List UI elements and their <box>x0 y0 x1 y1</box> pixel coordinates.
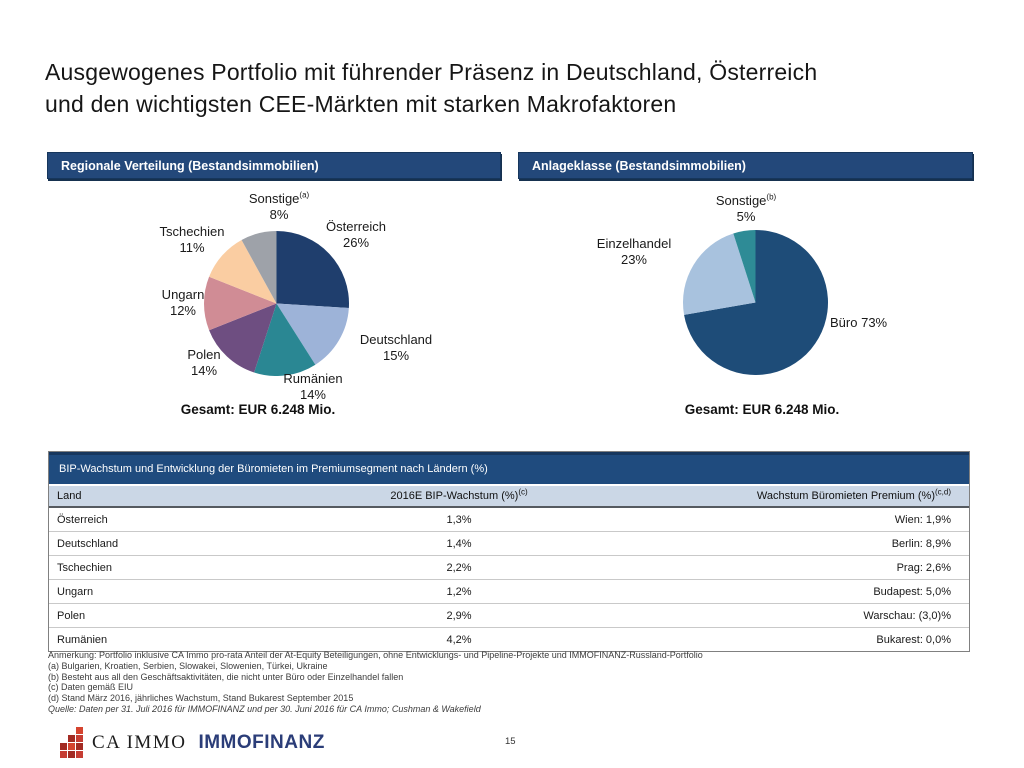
table-cell: Berlin: 8,9% <box>891 537 951 550</box>
footer <box>60 727 325 758</box>
footnote-marker-a: (a) <box>299 190 310 200</box>
footnote-line: Anmerkung: Portfolio inklusive CA Immo pro-rata Anteil der At-Equity Beteiligungen, ohne Entwicklungs- und Pipeline-Projekte und IMMOFINANZ-Russland-Portfolio <box>48 650 703 660</box>
footnote-marker-b: (b) <box>766 192 777 202</box>
pie1-label-tschechien: Tschechien 11% <box>159 224 225 255</box>
table-row <box>49 556 969 580</box>
table-cell: 1,4% <box>446 537 472 550</box>
table-cell: 2,2% <box>446 561 472 574</box>
pie2-label-buero: Büro 73% <box>830 315 888 330</box>
table-cell: 4,2% <box>446 633 472 646</box>
source-line: Quelle: Daten per 31. Juli 2016 für IMMOFINANZ und per 30. Juni 2016 für CA Immo; Cushman & Wakefield <box>48 703 481 714</box>
table-title-band: BIP-Wachstum und Entwicklung der Büromieten im Premiumsegment nach Ländern (%) <box>49 452 969 486</box>
bip-wachstum-table <box>48 451 970 652</box>
table-cell: Ungarn <box>57 585 94 598</box>
table-cell: Rumänien <box>57 633 108 646</box>
column-header: Land <box>57 490 82 502</box>
pie1-label-sonstige: Sonstige$^{(a)}$ 8% <box>248 190 310 222</box>
table-cell: Prag: 2,6% <box>896 561 951 574</box>
ca-immo-wordmark: CA IMMO <box>92 731 187 753</box>
footnote-line: (a) Bulgarien, Kroatien, Serbien, Slowakei, Slowenien, Türkei, Ukraine <box>48 660 328 671</box>
slide-title-line1: Ausgewogenes Portfolio mit führender Präsenz in Deutschland, Österreich <box>45 59 818 85</box>
table-row <box>49 532 969 556</box>
table-cell: 1,2% <box>446 585 472 598</box>
pie1-label-deutschland: Deutschland 15% <box>359 332 433 363</box>
page-number: 15 <box>505 736 516 747</box>
footnotes <box>48 650 703 715</box>
table-column-header-row <box>49 486 969 508</box>
pie1-label-ungarn: Ungarn 12% <box>161 287 205 318</box>
table-cell: Warschau: (3,0)% <box>863 609 951 622</box>
immofinanz-wordmark: IMMOFINANZ <box>198 731 325 753</box>
ca-immo-logo-icon <box>60 727 83 758</box>
table-cell: Deutschland <box>57 537 119 550</box>
table-row <box>49 508 969 532</box>
pie2-total-label: Gesamt: EUR 6.248 Mio. <box>684 402 840 417</box>
pie1-label-oesterreich: Österreich 26% <box>326 219 386 250</box>
anlageklasse-chart-title: Anlageklasse (Bestandsimmobilien) <box>532 159 746 173</box>
pie-chart-regional <box>204 231 349 376</box>
regional-chart-header <box>47 152 501 179</box>
table-cell: Budapest: 5,0% <box>873 585 951 598</box>
table-cell: Tschechien <box>57 561 113 574</box>
table-body <box>49 508 969 651</box>
pie1-total-label: Gesamt: EUR 6.248 Mio. <box>180 402 336 417</box>
table-cell: Polen <box>57 609 86 622</box>
table-cell: Bukarest: 0,0% <box>876 633 951 646</box>
footnote-line: (c) Daten gemäß EIU <box>48 682 134 693</box>
table-cell: Österreich <box>57 513 108 526</box>
pie1-label-polen: Polen 14% <box>187 347 221 378</box>
table-row <box>49 604 969 628</box>
footnote-line: (b) Besteht aus all den Geschäftsaktivitäten, die nicht unter Büro oder Einzelhandel fallen <box>48 671 404 682</box>
pie-chart-anlageklasse <box>683 230 828 375</box>
footnote-line: (d) Stand März 2016, jährliches Wachstum, Stand Bukarest September 2015 <box>48 693 354 704</box>
table-cell: 1,3% <box>446 513 472 526</box>
column-header: Wachstum Büromieten Premium (%)$^{(c,d)}$ <box>756 487 951 502</box>
table-cell: Wien: 1,9% <box>894 513 951 526</box>
table-cell: 2,9% <box>446 609 472 622</box>
table-row <box>49 628 969 651</box>
pie2-label-sonstige: Sonstige$^{(b)}$ 5% <box>715 192 777 224</box>
slide-title <box>45 56 817 120</box>
footnote-lines <box>48 650 703 704</box>
table-row <box>49 580 969 604</box>
pie2-label-einzelhandel: Einzelhandel 23% <box>596 236 672 267</box>
regional-chart-title: Regionale Verteilung (Bestandsimmobilien) <box>61 159 319 173</box>
anlageklasse-chart-header <box>518 152 973 179</box>
column-header: 2016E BIP-Wachstum (%)$^{(c)}$ <box>390 487 528 502</box>
pie1-label-rumaenien: Rumänien 14% <box>283 371 343 402</box>
slide-title-line2: und den wichtigsten CEE-Märkten mit starken Makrofaktoren <box>45 91 677 117</box>
